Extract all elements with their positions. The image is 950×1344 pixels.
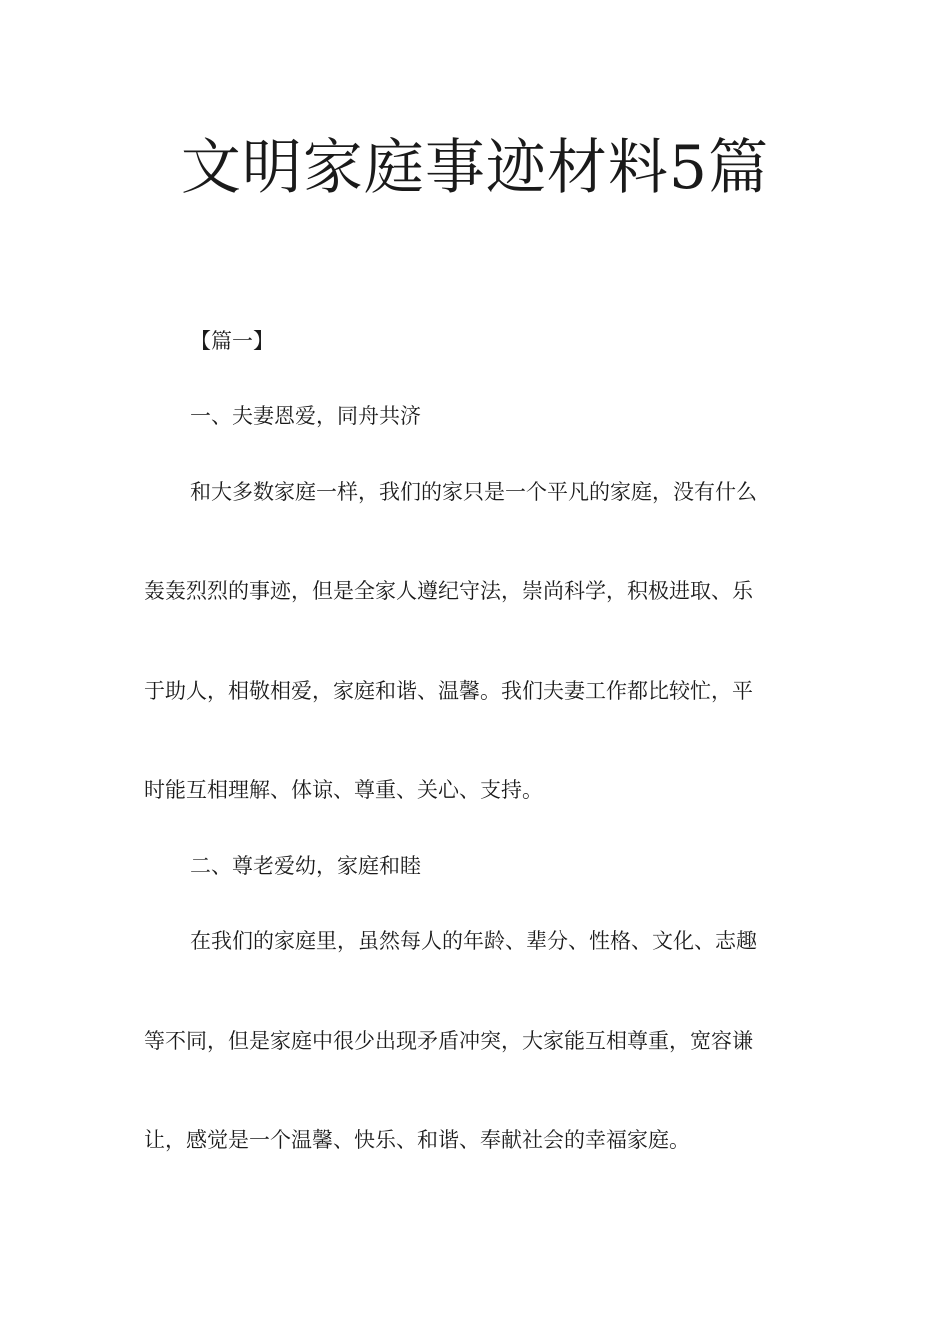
- subheading-2: 二、尊老爱幼，家庭和睦: [190, 854, 421, 878]
- paragraph-2-line-3: 让，感觉是一个温馨、快乐、和谐、奉献社会的幸福家庭。: [144, 1128, 690, 1152]
- paragraph-1-line-1: 和大多数家庭一样，我们的家只是一个平凡的家庭，没有什么: [190, 480, 757, 504]
- paragraph-2-line-1: 在我们的家庭里，虽然每人的年龄、辈分、性格、文化、志趣: [190, 929, 757, 953]
- document-title: 文明家庭事迹材料5篇: [180, 133, 770, 203]
- paragraph-1-line-3: 于助人，相敬相爱，家庭和谐、温馨。我们夫妻工作都比较忙，平: [144, 679, 753, 703]
- paragraph-1-line-2: 轰轰烈烈的事迹，但是全家人遵纪守法，崇尚科学，积极进取、乐: [144, 579, 753, 603]
- paragraph-2-line-2: 等不同，但是家庭中很少出现矛盾冲突，大家能互相尊重，宽容谦: [144, 1029, 753, 1053]
- paragraph-1-line-4: 时能互相理解、体谅、尊重、关心、支持。: [144, 778, 543, 802]
- subheading-1: 一、夫妻恩爱，同舟共济: [190, 404, 421, 428]
- section-heading: 【篇一】: [190, 329, 274, 353]
